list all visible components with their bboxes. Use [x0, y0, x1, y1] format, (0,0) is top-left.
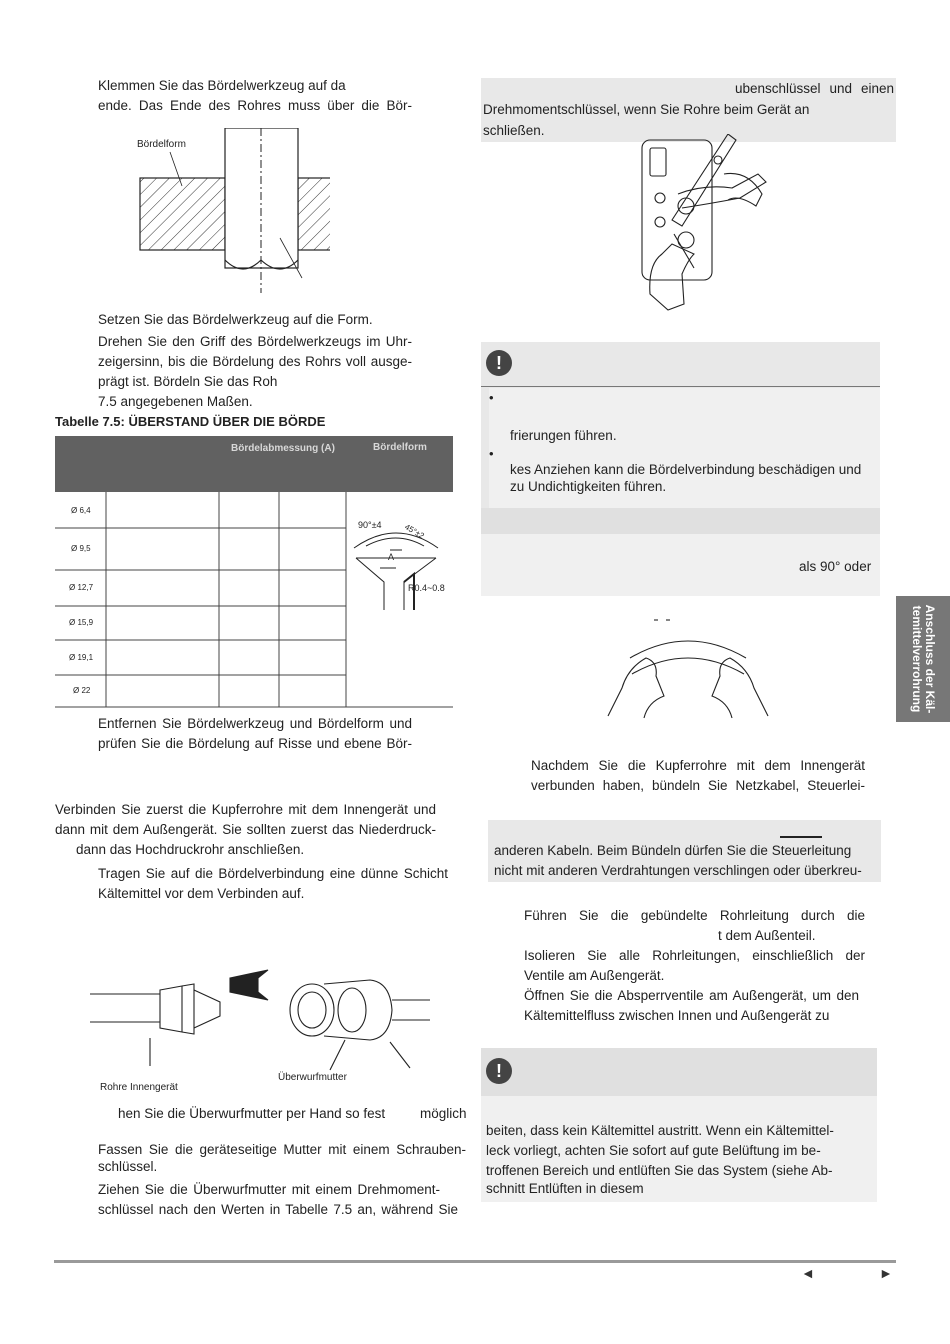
para-after-connect-2: verbunden haben, bündeln Sie Netzkabel, Steuerlei- [531, 778, 865, 793]
para-hold-nut-1: Fassen Sie die geräteseitige Mutter mit einem Schrauben- [98, 1142, 466, 1157]
warning-box-leak [481, 1048, 877, 1202]
warning-leak-line: leck vorliegt, achten Sie sofort auf gute Belüftung im be- [486, 1143, 821, 1158]
flare-form-figure [130, 128, 330, 293]
table-title: Tabelle 7.5: ÜBERSTAND ÜBER DIE BÖRDE [55, 414, 326, 429]
table-row-size: Ø 22 [73, 686, 91, 695]
warning-body [489, 388, 880, 508]
side-tab-label [910, 596, 936, 722]
bend-pipe-diagram [598, 618, 778, 730]
para-step-insulate-2: Ventile am Außengerät. [524, 968, 665, 983]
warning-item-line: frierungen führen. [510, 428, 617, 443]
header-flare-dim: Bördelabmessung (A) [231, 443, 335, 454]
table-header [55, 436, 453, 492]
wrench-figure [628, 134, 768, 316]
info-box-bend-text: als 90° oder [799, 559, 872, 574]
info-box-line: ubenschlüssel und einen [735, 81, 894, 96]
warning-item-line: kes Anziehen kann die Bördelverbindung beschädigen und [510, 462, 862, 477]
para-clamp-2: ende. Das Ende des Rohres muss über die Bör- [98, 98, 412, 113]
bullet-dot: • [489, 446, 494, 461]
para-connect-1: Verbinden Sie zuerst die Kupferrohre mit dem Innengerät und [55, 802, 436, 817]
para-step-feed-1: Führen Sie die gebündelte Rohrleitung durch die [524, 908, 865, 923]
para-step-insulate-1: Isolieren Sie alle Rohrleitungen, einschließlich der [524, 948, 865, 963]
flare-angle2-label: 45°±2 [403, 522, 426, 541]
pipe-label: Rohre Innengerät [100, 1082, 178, 1093]
para-turn-4: 7.5 angegebenen Maßen. [98, 394, 253, 409]
warning-leak-header [481, 1048, 877, 1096]
para-torque-1: Ziehen Sie die Überwurfmutter mit einem Drehmoment- [98, 1182, 440, 1197]
warning-box-torque [481, 342, 880, 508]
para-set-tool: Setzen Sie das Bördelwerkzeug auf die Form. [98, 312, 373, 327]
para-tighten-hand-2: möglich [420, 1106, 467, 1121]
flare-shape-figure [346, 510, 453, 615]
para-turn-1: Drehen Sie den Griff des Bördelwerkzeugs im Uhr- [98, 334, 412, 349]
wrench-diagram [628, 134, 768, 316]
warning-leak-line: schnitt Entlüften in diesem [486, 1181, 644, 1196]
table-row-size: Ø 12,7 [69, 583, 94, 592]
pipe-nut-diagram [90, 950, 440, 1085]
info-box-cables-line: anderen Kabeln. Beim Bündeln dürfen Sie die Steuerleitung [494, 843, 852, 858]
para-step-open-1: Öffnen Sie die Absperrventile am Außengerät, um den [524, 988, 859, 1003]
underline-mark [780, 836, 822, 838]
para-remove-2: prüfen Sie die Bördelung auf Risse und ebene Bör- [98, 736, 412, 751]
header-flare-shape: Bördelform [373, 442, 427, 453]
side-tab-line: Anschluss der Käl- [923, 604, 937, 714]
table-row-size: Ø 19,1 [69, 653, 94, 662]
para-step-open-2: Kältemittelfluss zwischen Innen und Außengerät zu [524, 1008, 830, 1023]
info-box-line: schließen. [483, 123, 545, 138]
flare-table [55, 436, 453, 708]
pipe-nut-figure [90, 950, 440, 1085]
info-box-cables [488, 820, 881, 882]
warning-leak-line: troffenen Bereich und entlüften Sie das System (siehe Ab- [486, 1163, 833, 1178]
para-apply-2: Kältemittel vor dem Verbinden auf. [98, 886, 305, 901]
flare-angle-label: 90°±4 [358, 520, 382, 530]
table-row-size: Ø 6,4 [71, 506, 91, 515]
para-turn-3: prägt ist. Bördeln Sie das Roh [98, 374, 278, 389]
next-page-arrow[interactable]: ► [879, 1265, 893, 1281]
flare-form-label: Bördelform [137, 139, 186, 150]
side-tab-line: temittelverrohrung [910, 605, 924, 713]
flare-a-label: A [388, 552, 395, 562]
info-box-bend [481, 508, 880, 596]
table-row-size: Ø 15,9 [69, 618, 94, 627]
warning-divider [481, 386, 880, 387]
nut-label: Überwurfmutter [278, 1072, 347, 1083]
info-box-line: Drehmomentschlüssel, wenn Sie Rohre beim Gerät an [483, 102, 810, 117]
para-hold-nut-2: schlüssel. [98, 1159, 158, 1174]
para-tighten-hand-1: hen Sie die Überwurfmutter per Hand so fest [118, 1106, 386, 1121]
warning-icon: ! [486, 1058, 512, 1084]
flare-radius-label: R0.4~0.8 [408, 583, 445, 593]
para-clamp-1: Klemmen Sie das Bördelwerkzeug auf da [98, 78, 346, 93]
para-apply-1: Tragen Sie auf die Bördelverbindung eine dünne Schicht [98, 866, 448, 881]
table-row-size: Ø 9,5 [71, 544, 91, 553]
footer-rule [54, 1260, 896, 1263]
bend-pipe-figure [598, 618, 778, 730]
para-remove-1: Entfernen Sie Bördelwerkzeug und Bördelform und [98, 716, 412, 731]
prev-page-arrow[interactable]: ◄ [801, 1265, 815, 1281]
side-tab[interactable] [896, 596, 950, 722]
para-torque-2: schlüssel nach den Werten in Tabelle 7.5 an, während Sie [98, 1202, 458, 1217]
para-turn-2: zeigersinn, bis die Bördelung des Rohrs voll ausge- [98, 354, 412, 369]
bullet-dot: • [489, 390, 494, 405]
para-after-connect-1: Nachdem Sie die Kupferrohre mit dem Innengerät [531, 758, 865, 773]
para-step-feed-2: t dem Außenteil. [718, 928, 816, 943]
para-connect-3: dann das Hochdruckrohr anschließen. [76, 842, 305, 857]
info-box-bend-header [481, 508, 880, 534]
info-box-wrench [481, 78, 896, 142]
para-connect-2: dann mit dem Außengerät. Sie sollten zuerst das Niederdruck- [55, 822, 436, 837]
info-box-cables-line: nicht mit anderen Verdrahtungen verschlingen oder überkreu- [494, 863, 862, 878]
flare-form-diagram [130, 128, 330, 293]
warning-leak-line: beiten, dass kein Kältemittel austritt. Wenn ein Kältemittel- [486, 1123, 834, 1138]
warning-item-line: zu Undichtigkeiten führen. [510, 479, 667, 494]
warning-icon: ! [486, 350, 512, 376]
